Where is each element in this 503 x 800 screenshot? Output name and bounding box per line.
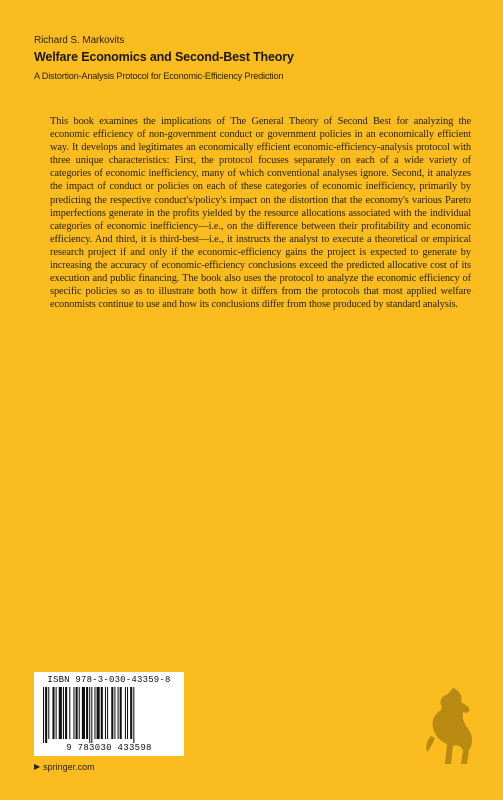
isbn-label: ISBN 978-3-030-43359-8 <box>47 675 171 685</box>
springer-horse-icon <box>423 686 475 766</box>
book-subtitle: A Distortion-Analysis Protocol for Economic-Efficiency Prediction <box>34 71 284 81</box>
arrow-icon: ▶ <box>34 762 41 771</box>
publisher-link[interactable] <box>34 762 95 772</box>
publisher-url: springer.com <box>43 762 95 772</box>
author-name: Richard S. Markovits <box>34 35 125 46</box>
isbn-barcode-box <box>34 672 184 756</box>
barcode-icon <box>41 687 177 743</box>
book-title: Welfare Economics and Second-Best Theory <box>34 50 294 64</box>
barcode-digits: 9 783030 433598 <box>66 743 152 753</box>
book-description: This book examines the implications of The General Theory of Second Best for analyzing the economic efficiency of non-government conduct or government policies in an economically efficient way. It develops and legitimates an economically efficient economic-efficiency-analysis protocol with three unique characteristics: First, the protocol focuses separately on each of a wide variety of categories of economic inefficiency, many of which conventional analyses ignore. Second, it analyzes the impact of conduct or policies on each of these categories of economic inefficiency, primarily by predicting the respective conduct's/policy's impact on the distortion that the economy's various Pareto imperfections generate in the profits yielded by the resource allocations associated with the individual categories of economic inefficiency—i.e., on the difference between their profitability and economic efficiency. And third, it is third-best—i.e., it instructs the analyst to execute a theoretical or empirical research project if and only if the economic-efficiency gains the project is expected to generate by increasing the accuracy of economic-efficiency conclusions exceed the predicted allocative cost of its execution and public financing. The book also uses the protocol to analyze the economic efficiency of specific policies so as to illustrate both how it differs from the protocols that most applied welfare economists continue to use and how its conclusions differ from those produced by standard analysis. <box>50 116 471 311</box>
